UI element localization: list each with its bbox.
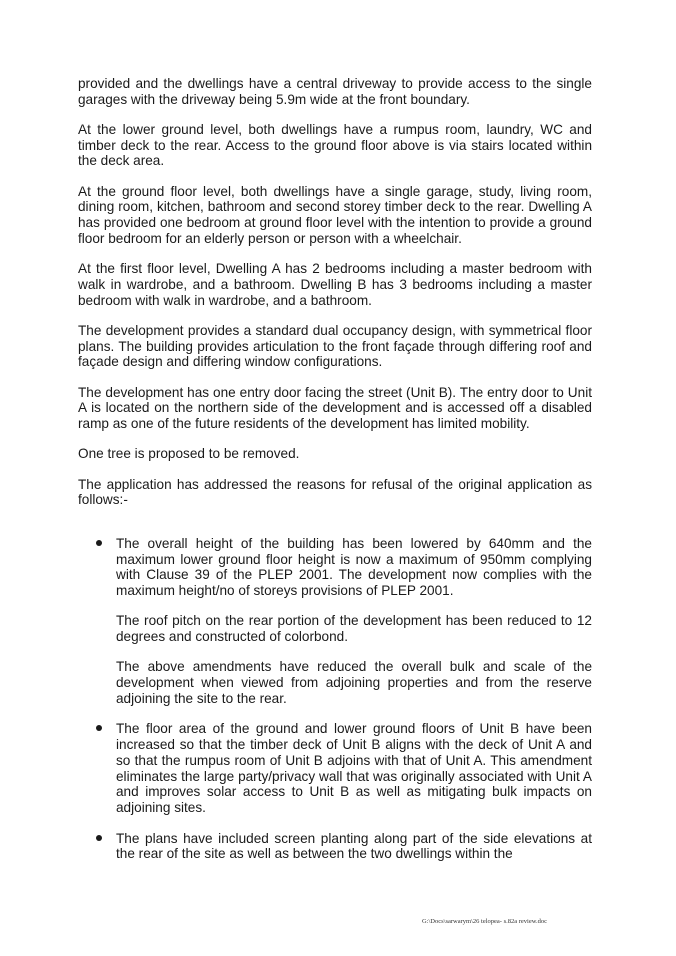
bullet-icon [96, 835, 102, 841]
paragraph: The development has one entry door facing the street (Unit B). The entry door to Unit A is located on the northern side of the development and is accessed off a disabled ramp as one of the future residents of the development has limited mobility. [78, 384, 592, 431]
paragraph: At the first floor level, Dwelling A has 2 bedrooms including a master bedroom with walk in wardrobe, and a bathroom. Dwelling B has 3 bedrooms including a master bedroom with walk in wardrobe, and a bathroom. [78, 261, 592, 308]
bullet-subparagraph: The above amendments have reduced the overall bulk and scale of the development when viewed from adjoining properties and from the reserve adjoining the site to the rear. [116, 659, 592, 706]
bullet-text: The plans have included screen planting along part of the side elevations at the rear of the site as well as between the two dwellings within the [116, 830, 592, 862]
bullet-item [78, 831, 592, 862]
paragraph: The application has addressed the reasons for refusal of the original application as follows:- [78, 476, 592, 508]
bullet-item [78, 721, 592, 815]
paragraph: At the lower ground level, both dwellings have a rumpus room, laundry, WC and timber deck to the rear. Access to the ground floor above is via stairs located within the deck area. [78, 122, 592, 169]
file-path-footer: G:\Docs\sarwarym\26 telopea- s.82a review.doc [422, 918, 548, 925]
bullet-subparagraph: The roof pitch on the rear portion of the development has been reduced to 12 degrees and constructed of colorbond. [116, 613, 592, 645]
bullet-icon [96, 540, 102, 546]
bullet-item [78, 536, 592, 707]
paragraph: At the ground floor level, both dwellings have a single garage, study, living room, dining room, kitchen, bathroom and second storey timber deck to the rear. Dwelling A has provided one bedroom at ground floor level with the intention to provide a ground floor bedroom for an elderly person or person with a wheelchair. [78, 183, 592, 246]
paragraph: One tree is proposed to be removed. [78, 446, 300, 462]
bullet-text: The overall height of the building has been lowered by 640mm and the maximum lower ground floor height is now a maximum of 950mm complying with Clause 39 of the PLEP 2001. The development now complies with the maximum height/no of storeys provisions of PLEP 2001. [116, 535, 592, 599]
document-page [78, 76, 592, 877]
bullet-list [78, 536, 592, 862]
paragraph: provided and the dwellings have a central driveway to provide access to the single garages with the driveway being 5.9m wide at the front boundary. [78, 76, 592, 107]
paragraph: The development provides a standard dual occupancy design, with symmetrical floor plans. The building provides articulation to the front façade through differing roof and façade design and differing window configurations. [78, 322, 592, 370]
bullet-icon [96, 725, 102, 731]
bullet-text: The floor area of the ground and lower ground floors of Unit B have been increased so that the timber deck of Unit B aligns with the deck of Unit A and so that the rumpus room of Unit B adjoins with that of Unit A. This amendment eliminates the large party/privacy wall that was originally associated with Unit A and improves solar access to Unit B as well as mitigating bulk impacts on adjoining sites. [116, 721, 592, 815]
